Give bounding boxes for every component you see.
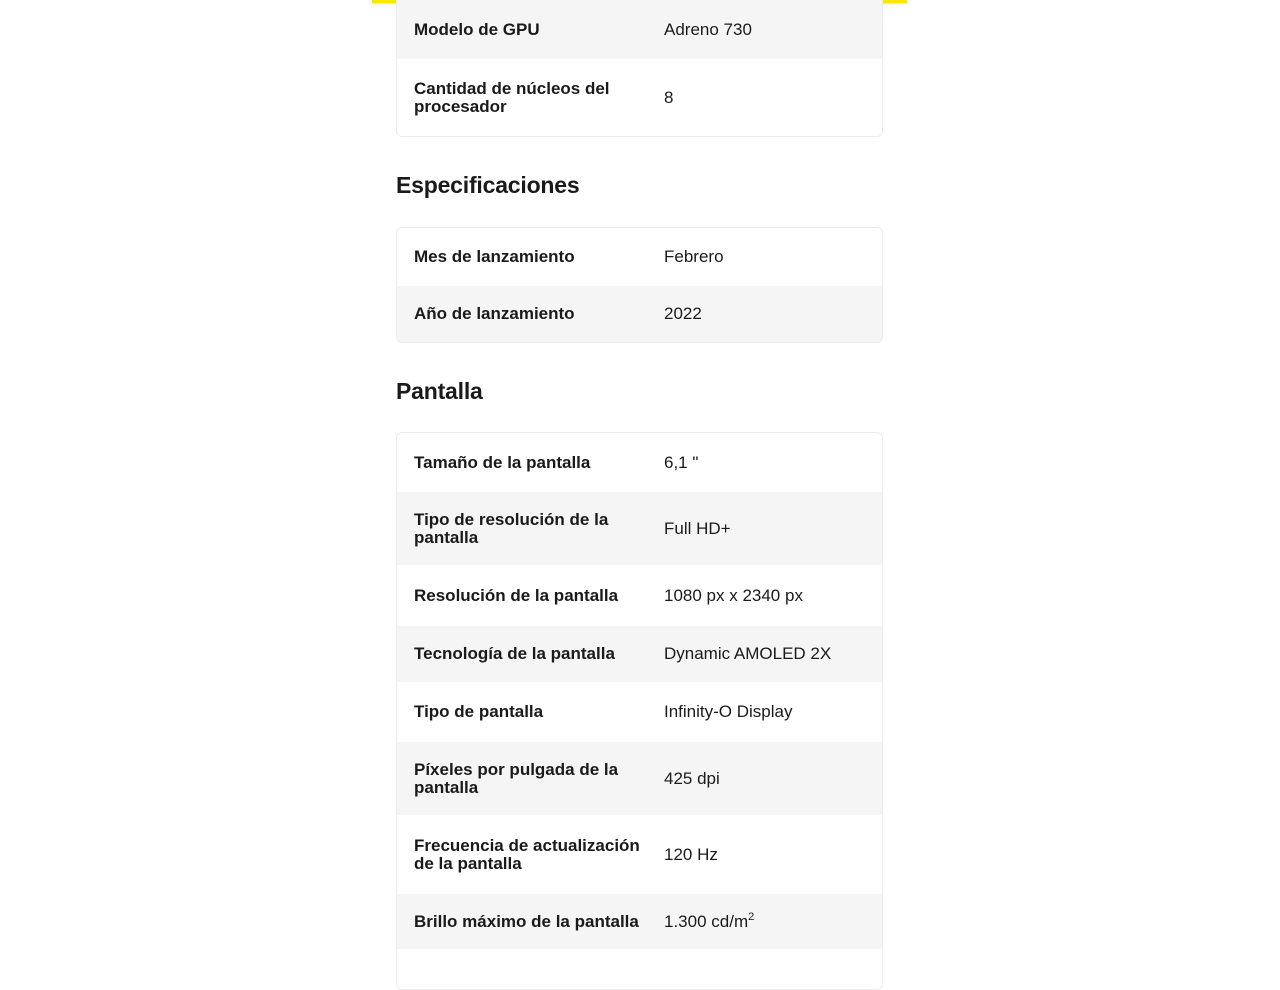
- spec-value: [664, 910, 865, 931]
- processor-specs-table: [396, 0, 883, 137]
- spec-label: Cantidad de núcleos del procesador: [414, 78, 610, 116]
- spec-value: Full HD+: [664, 518, 731, 538]
- spec-label: Modelo de GPU: [414, 19, 540, 39]
- spec-value: Dynamic AMOLED 2X: [664, 644, 832, 663]
- table-row: [397, 682, 882, 742]
- spec-label: Año de lanzamiento: [414, 304, 575, 323]
- table-row: [397, 815, 882, 894]
- table-row: [397, 228, 882, 286]
- spec-value: 120 Hz: [664, 844, 718, 864]
- spec-label: Tipo de resolución de la pantalla: [414, 509, 609, 547]
- spec-label: Tecnología de la pantalla: [414, 644, 615, 663]
- section-title-pantalla: Pantalla: [396, 378, 483, 404]
- table-row: [397, 0, 882, 59]
- table-row: [397, 894, 882, 949]
- table-row: [397, 59, 882, 136]
- spec-value: 6,1 ": [664, 452, 699, 472]
- spec-label: Brillo máximo de la pantalla: [414, 911, 639, 931]
- spec-value: 1080 px x 2340 px: [664, 585, 803, 605]
- spec-value: 2022: [664, 304, 702, 323]
- spec-label: Píxeles por pulgada de la pantalla: [414, 759, 619, 797]
- spec-label: Mes de lanzamiento: [414, 247, 575, 266]
- spec-label: Tipo de pantalla: [414, 702, 544, 721]
- table-row: [397, 286, 882, 342]
- spec-label: Resolución de la pantalla: [414, 585, 619, 605]
- spec-value-text: 1.300 cd/m: [664, 911, 749, 931]
- spec-label: Tamaño de la pantalla: [414, 452, 591, 472]
- superscript: 2: [748, 910, 755, 923]
- display-specs-table: [396, 432, 883, 990]
- spec-value: Infinity-O Display: [664, 702, 793, 721]
- table-row: [397, 492, 882, 565]
- launch-specs-table: [396, 227, 883, 343]
- spec-value: Adreno 730: [664, 19, 752, 39]
- table-row: [397, 433, 882, 492]
- table-row: [397, 949, 882, 989]
- table-row: [397, 565, 882, 626]
- section-title-especificaciones: Especificaciones: [396, 172, 580, 198]
- spec-value: 425 dpi: [664, 768, 720, 788]
- spec-label: Frecuencia de actualización de la pantalla: [414, 835, 640, 873]
- spec-value: Febrero: [664, 247, 724, 266]
- spec-value: 8: [664, 87, 674, 107]
- table-row: [397, 742, 882, 815]
- table-row: [397, 626, 882, 682]
